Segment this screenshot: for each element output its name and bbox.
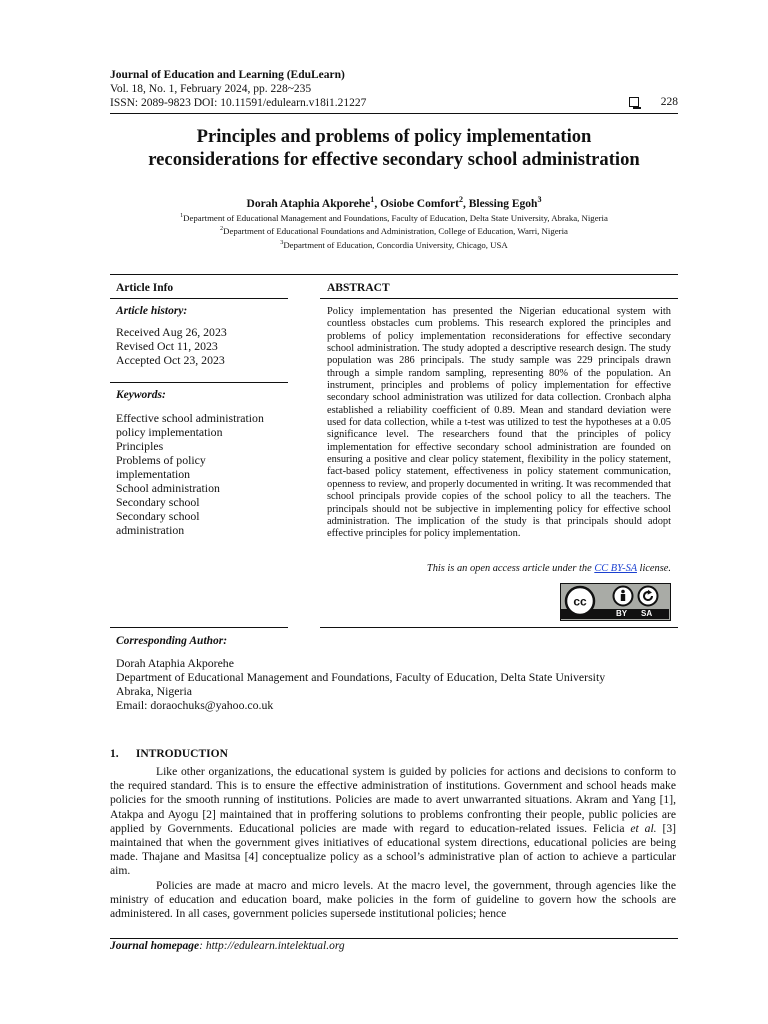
revised-date: Revised Oct 11, 2023 [116,339,218,353]
info-top-rule [110,274,678,275]
paragraph: Policies are made at macro and micro levels. At the macro level, the government, through agencies like the ministry of education and education board, make policies in the form of guideline to govern how the schools are administered. In all cases, government policies supersede institutional policies; hence [110,878,676,921]
running-header [110,68,366,110]
page-number: 228 [660,96,678,108]
badge-sa-label: SA [641,609,653,618]
keyword: Principles [116,439,164,453]
info-heading-rule [110,298,288,299]
corresponding-author [116,656,605,712]
keyword: School administration [116,481,220,495]
author-list: Dorah Ataphia Akporehe$^1$, Osiobe Comfort$^2$, Blessing Egoh$^3$ [246,195,542,210]
homepage-url[interactable]: : http://edulearn.intelektual.org [199,940,345,952]
journal-name: Journal of Education and Learning (EduLearn) [110,69,345,81]
affiliation: $^1$Department of Educational Management and Foundations, Faculty of Education, Delta State University, Abraka, Nigeria [180,212,608,223]
abstract-bottom-rule [320,627,678,628]
keyword: Problems of policy [116,453,206,467]
author-name: Osiobe Comfort [380,197,459,210]
info-bottom-rule [110,627,288,628]
keyword: implementation [116,467,191,481]
keyword: administration [116,523,185,537]
title-line-1: Principles and problems of policy implementation [196,126,592,147]
journal-homepage [110,940,345,952]
affiliation: $^3$Department of Education, Concordia University, Chicago, USA [280,239,508,250]
accepted-date: Accepted Oct 23, 2023 [116,353,225,367]
corresponding-dept: Department of Educational Management and Foundations, Faculty of Education, Delta State University [116,670,606,684]
volume-info: Vol. 18, No. 1, February 2024, pp. 228~235 [110,83,312,95]
author-sup: 1 [370,195,375,204]
cc-logo-icon [561,584,669,619]
paper-title [90,125,698,171]
header-rule [110,113,678,114]
footer-rule [110,938,678,939]
introduction-body [110,765,676,921]
article-history [116,325,227,367]
affiliation: $^2$Department of Educational Foundations and Administration, College of Education, Warri, Nigeria [220,226,568,237]
svg-text:cc: cc [573,594,587,609]
homepage-label: Journal homepage [110,940,200,952]
issn-doi: ISSN: 2089-9823 DOI: 10.11591/edulearn.v18i1.21227 [110,97,367,109]
corresponding-name: Dorah Ataphia Akporehe [116,656,234,670]
author-sup: 2 [458,195,463,204]
affiliations [90,211,698,251]
author-sup: 3 [537,195,542,204]
corresponding-email: Email: doraochuks@yahoo.co.uk [116,698,274,712]
introduction-heading: 1. INTRODUCTION [110,748,228,760]
square-bullet-icon [629,97,639,107]
article-info-heading: Article Info [116,282,174,294]
keyword: Effective school administration [116,411,264,425]
paragraph: Like other organizations, the educational system is guided by policies for actions and decisions to conform to the required standard. This is to ensure the effective administration of institutions. Government and school heads make policies for the smooth running of institutions. Policies are made to avert unwarranted situations. Akram and Yang [1], Atakpa and Ayogu [2] maintained that in proffering solutions to problems confronting their people, public policies are applied by Governments. Educational policies are made with regard to education-related issues. Felicia et al. [3] maintained that when the government gives initiatives of educational system directions, educational policies are being made. Thajane and Masitsa [4] conceptualize policy as a school’s administrative plan of action to achieve a particular aim. [110,765,676,878]
author-name: Dorah Ataphia Akporehe [246,197,371,210]
keyword: Secondary school [116,509,200,523]
keyword: Secondary school [116,495,200,509]
corresponding-heading: Corresponding Author: [116,635,228,647]
keyword: policy implementation [116,425,223,439]
badge-by-label: BY [616,609,628,618]
keywords-list [116,411,291,537]
history-heading: Article history: [116,305,188,317]
abstract-heading-rule [320,298,678,299]
abstract-text: Policy implementation has presented the Nigerian educational system with countless obstacles cum problems. This research explored the principles and problems of policy implementation reconsiderations for effective secondary school administration. The study adopted a descriptive research design. The study population was 286 principals. The study sample was 229 principals drawn through a simple random sampling, representing 80% of the population. An instrument, principles and problems of policy implementation for effective secondary school administration was utilized for data collection. Cronbach alpha established a reliability coefficient of 0.89. Mean and standard deviation were used for data collection, while a t-test was utilized to test the hypotheses at a 0.05 significance level. The researchers found that the principles of policy implementation for effective secondary school administration are founded on ensuring a positive and clear policy statement, flexibility in the policy statement, fact-based policy statement, effectiveness in policy statement communication, openness to review, and properly documented in writing. It was recommended that school principals provide copies of the school policy to all the teachers. The principals should not be subjective in implementing policy for effective school administration. The implication of the study is that principals should adopt effective principles for policy implementation. [327,306,671,540]
history-divider [110,382,288,383]
page-number-block [629,96,678,108]
cc-by-sa-badge[interactable] [560,583,671,621]
keywords-heading: Keywords: [116,389,166,401]
license-note: This is an open access article under the CC BY-SA license. [426,563,671,574]
author-name: Blessing Egoh [468,197,538,210]
title-line-2: reconsiderations for effective secondary school administration [148,149,640,170]
cc-by-sa-link[interactable]: CC BY-SA [594,563,637,574]
received-date: Received Aug 26, 2023 [116,325,227,339]
corresponding-city: Abraka, Nigeria [116,684,192,698]
abstract-heading: ABSTRACT [327,282,390,294]
